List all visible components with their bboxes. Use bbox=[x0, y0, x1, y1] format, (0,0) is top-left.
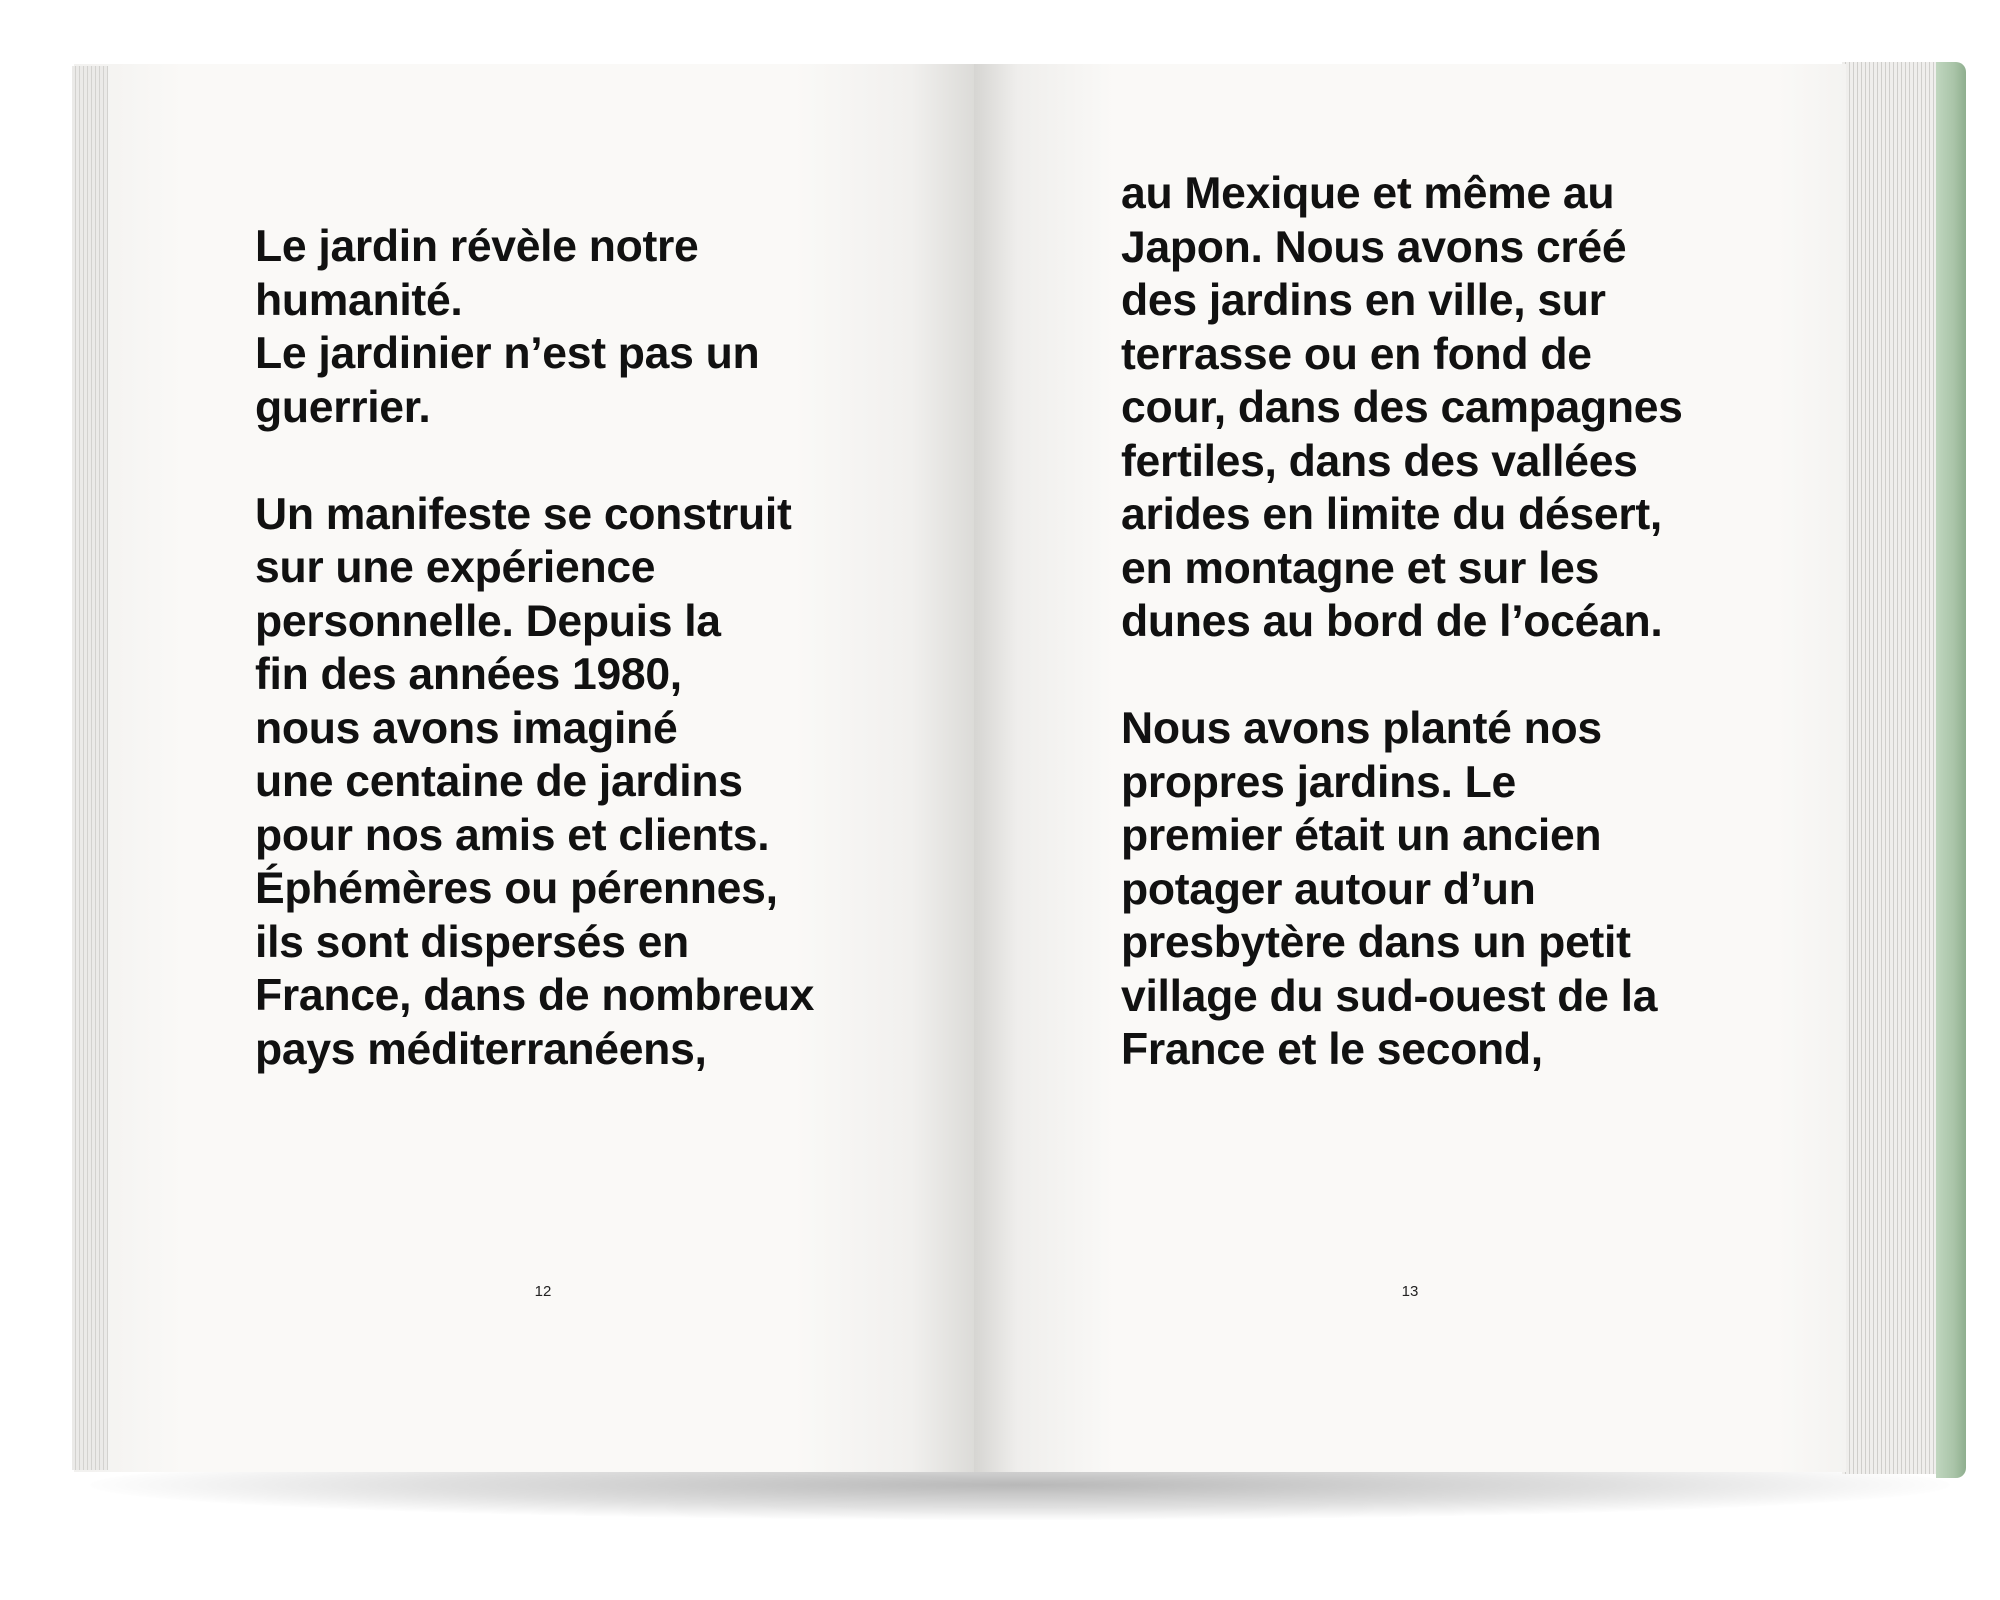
text-line: Un manifeste se construit bbox=[255, 489, 792, 539]
text-line: pays méditerranéens, bbox=[255, 1024, 707, 1074]
text-line: une centaine de jardins bbox=[255, 757, 743, 806]
text-line: sur une expérience bbox=[255, 543, 656, 592]
text-line: en montagne et sur les bbox=[1121, 543, 1600, 593]
text-line: fin des années 1980, bbox=[255, 650, 682, 699]
text-line: Japon. Nous avons créé bbox=[1121, 222, 1627, 272]
text-line: des jardins en ville, sur bbox=[1121, 276, 1606, 325]
text-line: village du sud-ouest de la bbox=[1121, 971, 1658, 1021]
text-line: presbytère dans un petit bbox=[1121, 918, 1631, 967]
text-line: terrasse ou en fond de bbox=[1121, 329, 1592, 379]
page-number-right: 13 bbox=[1401, 1283, 1419, 1300]
text-line: Le jardin révèle notre bbox=[255, 222, 699, 271]
text-line: nous avons imaginé bbox=[255, 703, 678, 753]
page-number-left: 12 bbox=[534, 1283, 552, 1300]
left-page-stack-edge bbox=[72, 66, 108, 1470]
text-line: France et le second, bbox=[1121, 1025, 1543, 1074]
left-paragraph-2 bbox=[255, 488, 814, 1077]
text-line: humanité. bbox=[255, 275, 463, 325]
right-page-text bbox=[1121, 167, 1683, 1130]
text-line: ils sont dispersés en bbox=[255, 917, 689, 967]
text-line: arides en limite du désert, bbox=[1121, 490, 1662, 539]
text-line: propres jardins. Le bbox=[1121, 757, 1516, 807]
right-page-stack-edge bbox=[1842, 62, 1936, 1474]
text-line: dunes au bord de l’océan. bbox=[1121, 597, 1663, 646]
left-paragraph-1 bbox=[255, 220, 814, 434]
right-paragraph-2 bbox=[1121, 702, 1683, 1077]
text-line: personnelle. Depuis la bbox=[255, 596, 721, 646]
text-line: Éphémères ou pérennes, bbox=[255, 864, 778, 913]
text-line: Le jardinier n’est pas un bbox=[255, 329, 760, 378]
text-line: Nous avons planté nos bbox=[1121, 704, 1602, 753]
left-page-text bbox=[255, 220, 814, 1130]
text-line: pour nos amis et clients. bbox=[255, 810, 770, 860]
cover-edge-green bbox=[1936, 62, 1966, 1478]
text-line: guerrier. bbox=[255, 382, 431, 432]
text-line: cour, dans des campagnes bbox=[1121, 383, 1683, 432]
text-line: premier était un ancien bbox=[1121, 811, 1602, 860]
text-line: fertiles, dans des vallées bbox=[1121, 436, 1638, 486]
right-paragraph-1 bbox=[1121, 167, 1683, 649]
text-line: France, dans de nombreux bbox=[255, 971, 815, 1020]
text-line: au Mexique et même au bbox=[1121, 169, 1615, 218]
text-line: potager autour d’un bbox=[1121, 864, 1536, 914]
